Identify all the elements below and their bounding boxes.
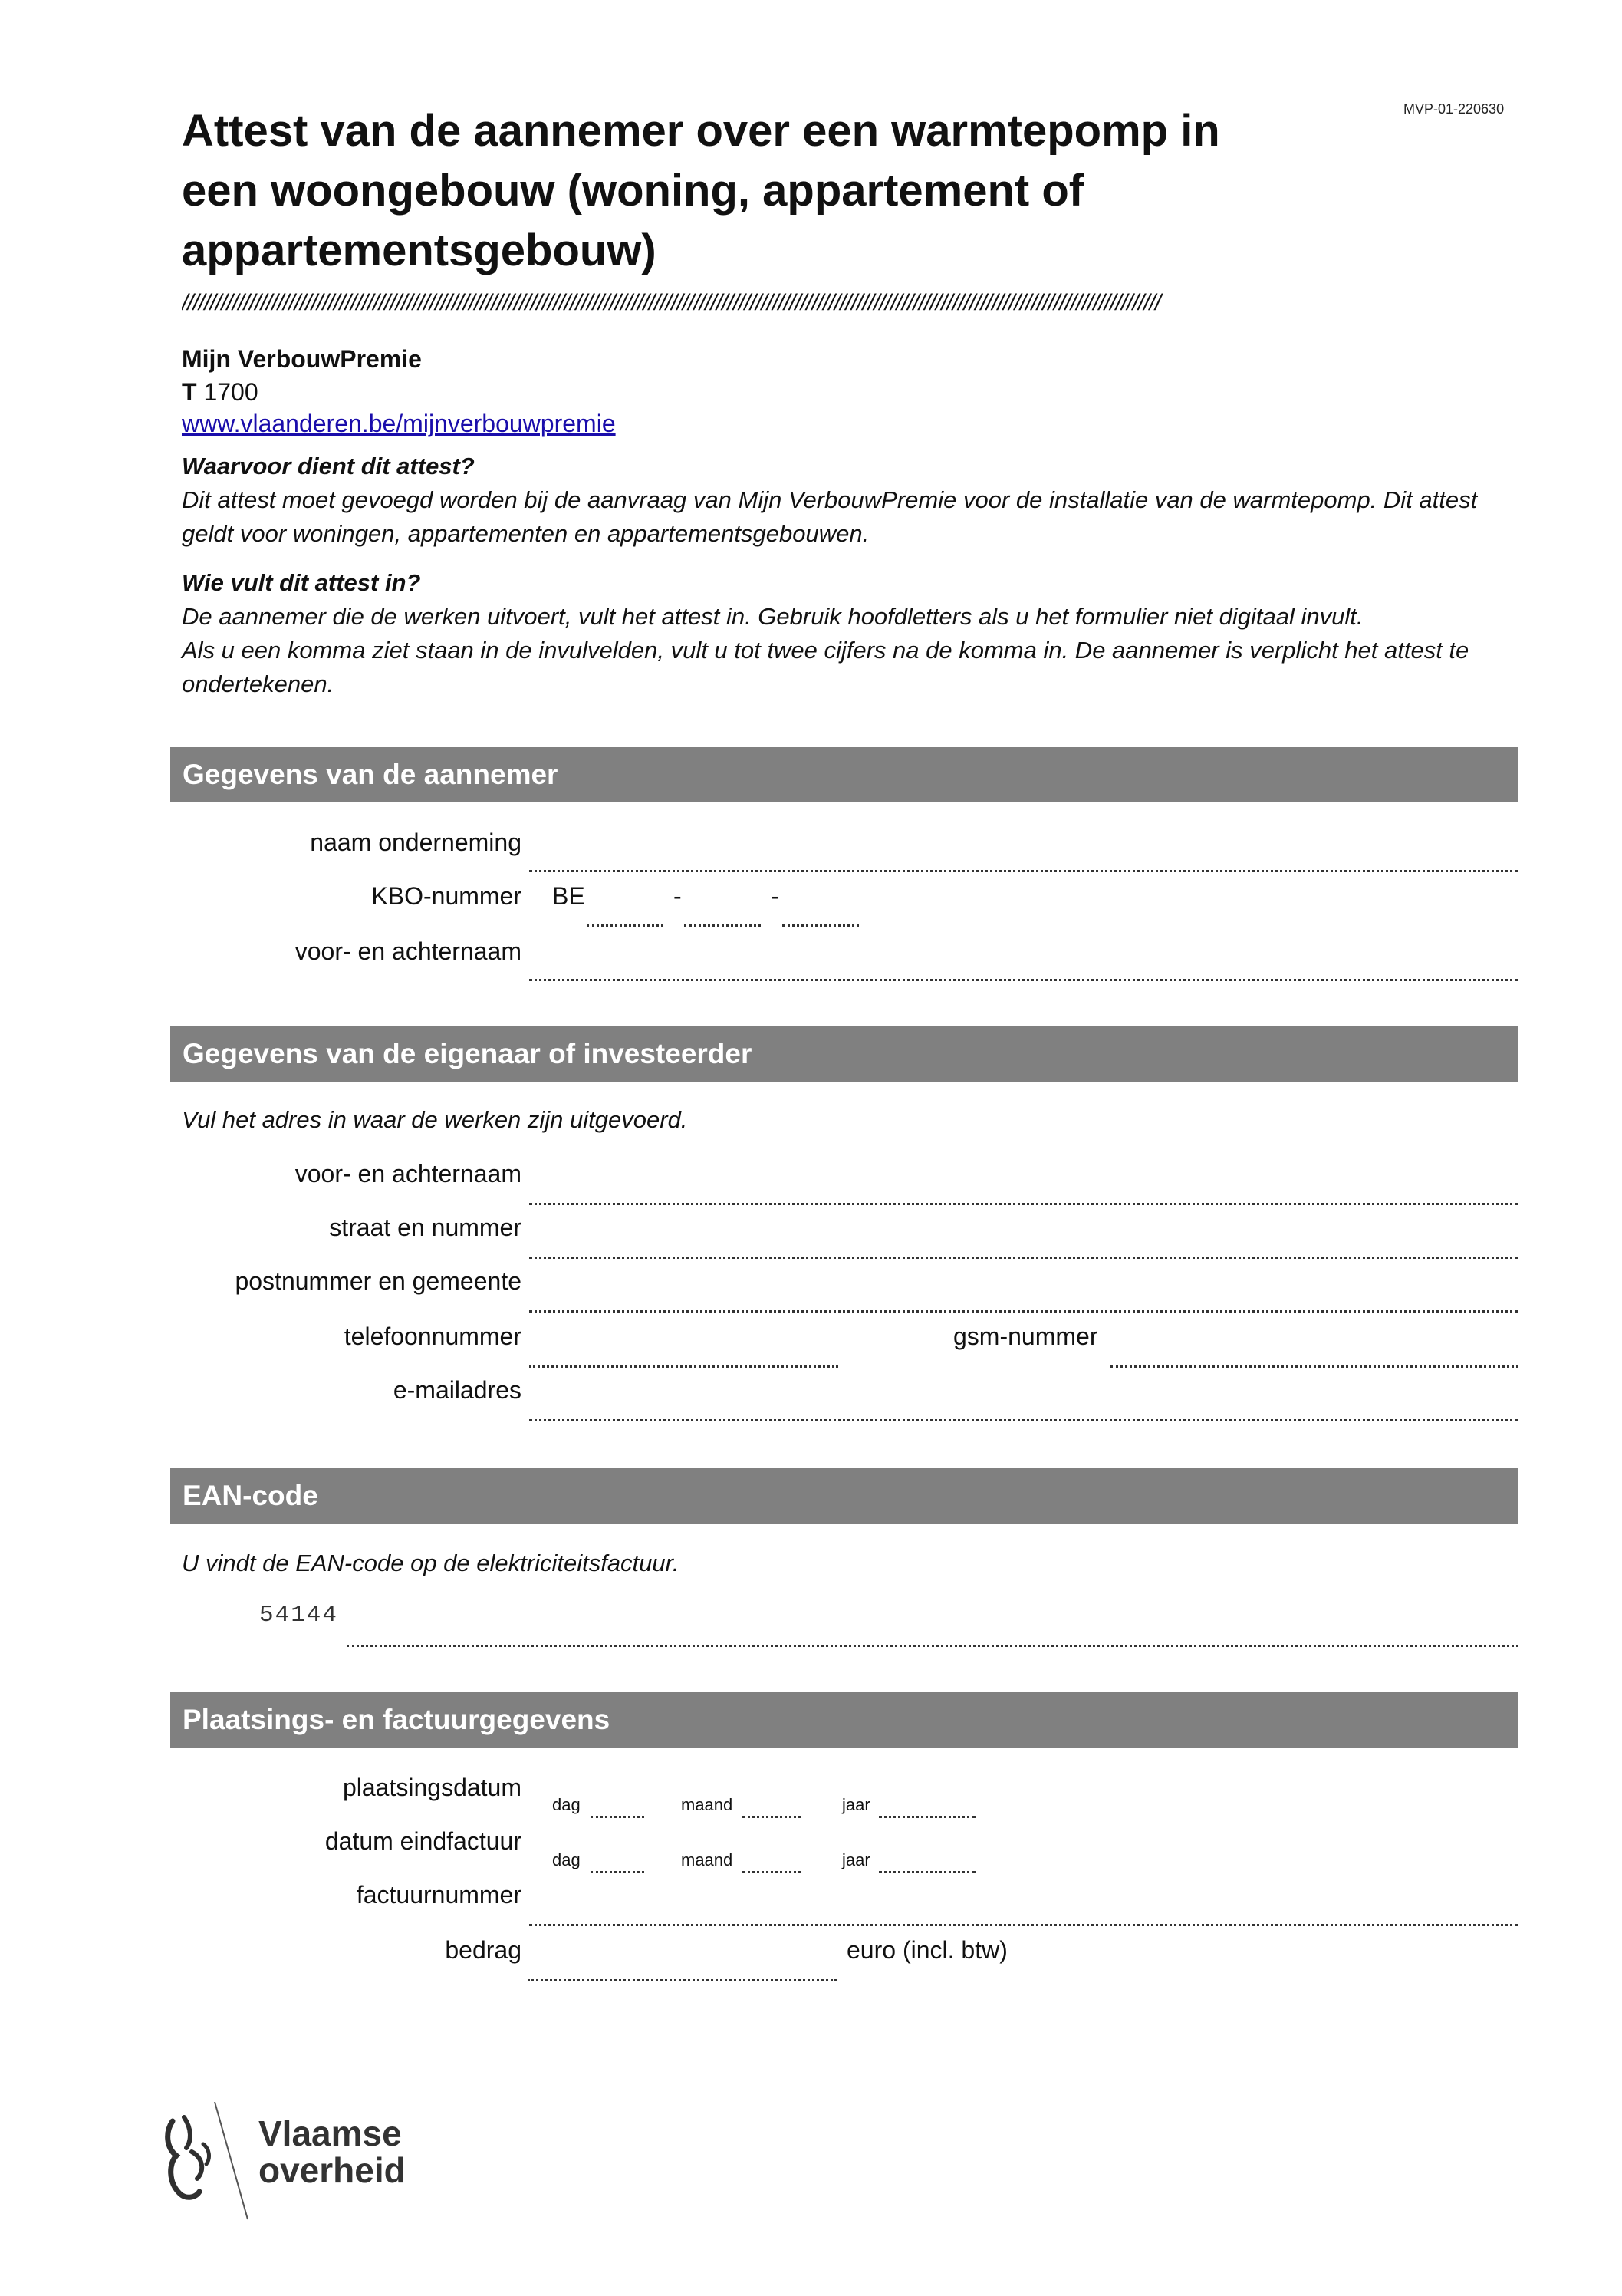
invoice-month-label: maand: [681, 1850, 733, 1869]
contractor-name-field[interactable]: [529, 979, 1518, 981]
invoice-day-label: dag: [552, 1850, 581, 1869]
email-field[interactable]: [529, 1419, 1518, 1421]
page-title: Attest van de aannemer over een warmtepomp in een woongebouw (woning, appartement of appartementsgebouw): [182, 106, 1220, 275]
owner-name-field[interactable]: [529, 1203, 1518, 1205]
invoice-day-field[interactable]: [591, 1871, 644, 1873]
document-id: MVP-01-220630: [1403, 101, 1505, 117]
phone-contact: [182, 378, 258, 407]
flemish-lion-icon: [157, 2098, 249, 2221]
ean-note: U vindt de EAN-code op de elektriciteitsfactuur.: [182, 1550, 679, 1576]
section-invoice-title: Plaatsings- en factuurgegevens: [183, 1704, 610, 1735]
phone-label: telefoonnummer: [344, 1323, 521, 1350]
email-label: e-mailadres: [393, 1376, 521, 1404]
invoice-month-field[interactable]: [742, 1871, 801, 1873]
section-invoice-header: [170, 1692, 1518, 1748]
section-ean-title: EAN-code: [183, 1480, 318, 1511]
invoice-number-field[interactable]: [529, 1924, 1518, 1926]
amount-label: bedrag: [445, 1936, 521, 1964]
answer-purpose: Dit attest moet gevoegd worden bij de aanvraag van Mijn VerbouwPremie voor de installatie van de warmtepomp. Dit attest geldt voor woningen, appartementen en appartementsgebouwen.: [182, 486, 1478, 547]
street-label: straat en nummer: [329, 1214, 521, 1241]
owner-note: Vul het adres in waar de werken zijn uitgevoerd.: [182, 1106, 688, 1133]
owner-name-label: voor- en achternaam: [294, 1160, 521, 1188]
phone-prefix: T: [182, 378, 197, 406]
invoice-date-label: datum eindfactuur: [324, 1827, 521, 1855]
invoice-year-field[interactable]: [879, 1871, 976, 1873]
kbo-field-3[interactable]: [782, 924, 859, 927]
section-contractor-header: [170, 747, 1518, 802]
answer-who-2: Als u een komma ziet staan in de invulvelden, vult u tot twee cijfers na de komma in. De aannemer is verplicht het attest te ondertekenen.: [182, 637, 1469, 697]
section-contractor-title: Gegevens van de aannemer: [183, 759, 558, 790]
city-field[interactable]: [529, 1310, 1518, 1313]
placement-year-label: jaar: [842, 1795, 870, 1814]
section-owner-title: Gegevens van de eigenaar of investeerder: [183, 1038, 752, 1069]
section-ean-header: [170, 1468, 1518, 1524]
invoice-number-label: factuurnummer: [356, 1881, 521, 1909]
section-owner-header: [170, 1026, 1518, 1082]
phone-number: 1700: [203, 378, 258, 406]
amount-field[interactable]: [528, 1979, 837, 1981]
website-link[interactable]: www.vlaanderen.be/mijnverbouwpremie: [182, 410, 616, 437]
question-who: Wie vult dit attest in?: [182, 569, 421, 596]
ean-code-field[interactable]: [347, 1645, 1518, 1647]
answer-who-1: De aannemer die de werken uitvoert, vult het attest in. Gebruik hoofdletters als u het formulier niet digitaal invult.: [182, 603, 1364, 630]
invoice-year-label: jaar: [842, 1850, 870, 1869]
street-field[interactable]: [529, 1257, 1518, 1259]
kbo-prefix: BE: [552, 882, 585, 910]
ean-prefix: 54144: [259, 1602, 339, 1629]
mobile-label: gsm-nummer: [953, 1323, 1098, 1350]
logo-line-2: overheid: [258, 2150, 406, 2190]
company-name-label: naam onderneming: [310, 828, 521, 856]
separator-line: //////////////////////////////////////////////////////////////////////////////////////////////////////////////////////////////////////////////////////////////////////////////: [182, 290, 1161, 315]
vlaamse-overheid-logo: [157, 2098, 433, 2221]
placement-day-label: dag: [552, 1795, 581, 1814]
question-purpose: Waarvoor dient dit attest?: [182, 453, 475, 479]
logo-line-1: Vlaamse: [258, 2113, 402, 2153]
placement-month-field[interactable]: [742, 1816, 801, 1818]
kbo-separator-1: -: [673, 882, 682, 910]
mobile-field[interactable]: [1110, 1365, 1518, 1368]
city-label: postnummer en gemeente: [235, 1267, 521, 1295]
company-name-field[interactable]: [529, 870, 1518, 872]
organisation-name: Mijn VerbouwPremie: [182, 345, 422, 373]
placement-year-field[interactable]: [879, 1816, 976, 1818]
placement-day-field[interactable]: [591, 1816, 644, 1818]
kbo-field-1[interactable]: [587, 924, 663, 927]
contractor-name-label: voor- en achternaam: [294, 937, 521, 965]
placement-month-label: maand: [681, 1795, 733, 1814]
amount-unit: euro (incl. btw): [847, 1936, 1008, 1964]
placement-date-label: plaatsingsdatum: [342, 1774, 521, 1801]
kbo-number-label: KBO-nummer: [371, 882, 521, 910]
phone-field[interactable]: [529, 1365, 838, 1368]
kbo-field-2[interactable]: [684, 924, 761, 927]
kbo-separator-2: -: [771, 882, 779, 910]
